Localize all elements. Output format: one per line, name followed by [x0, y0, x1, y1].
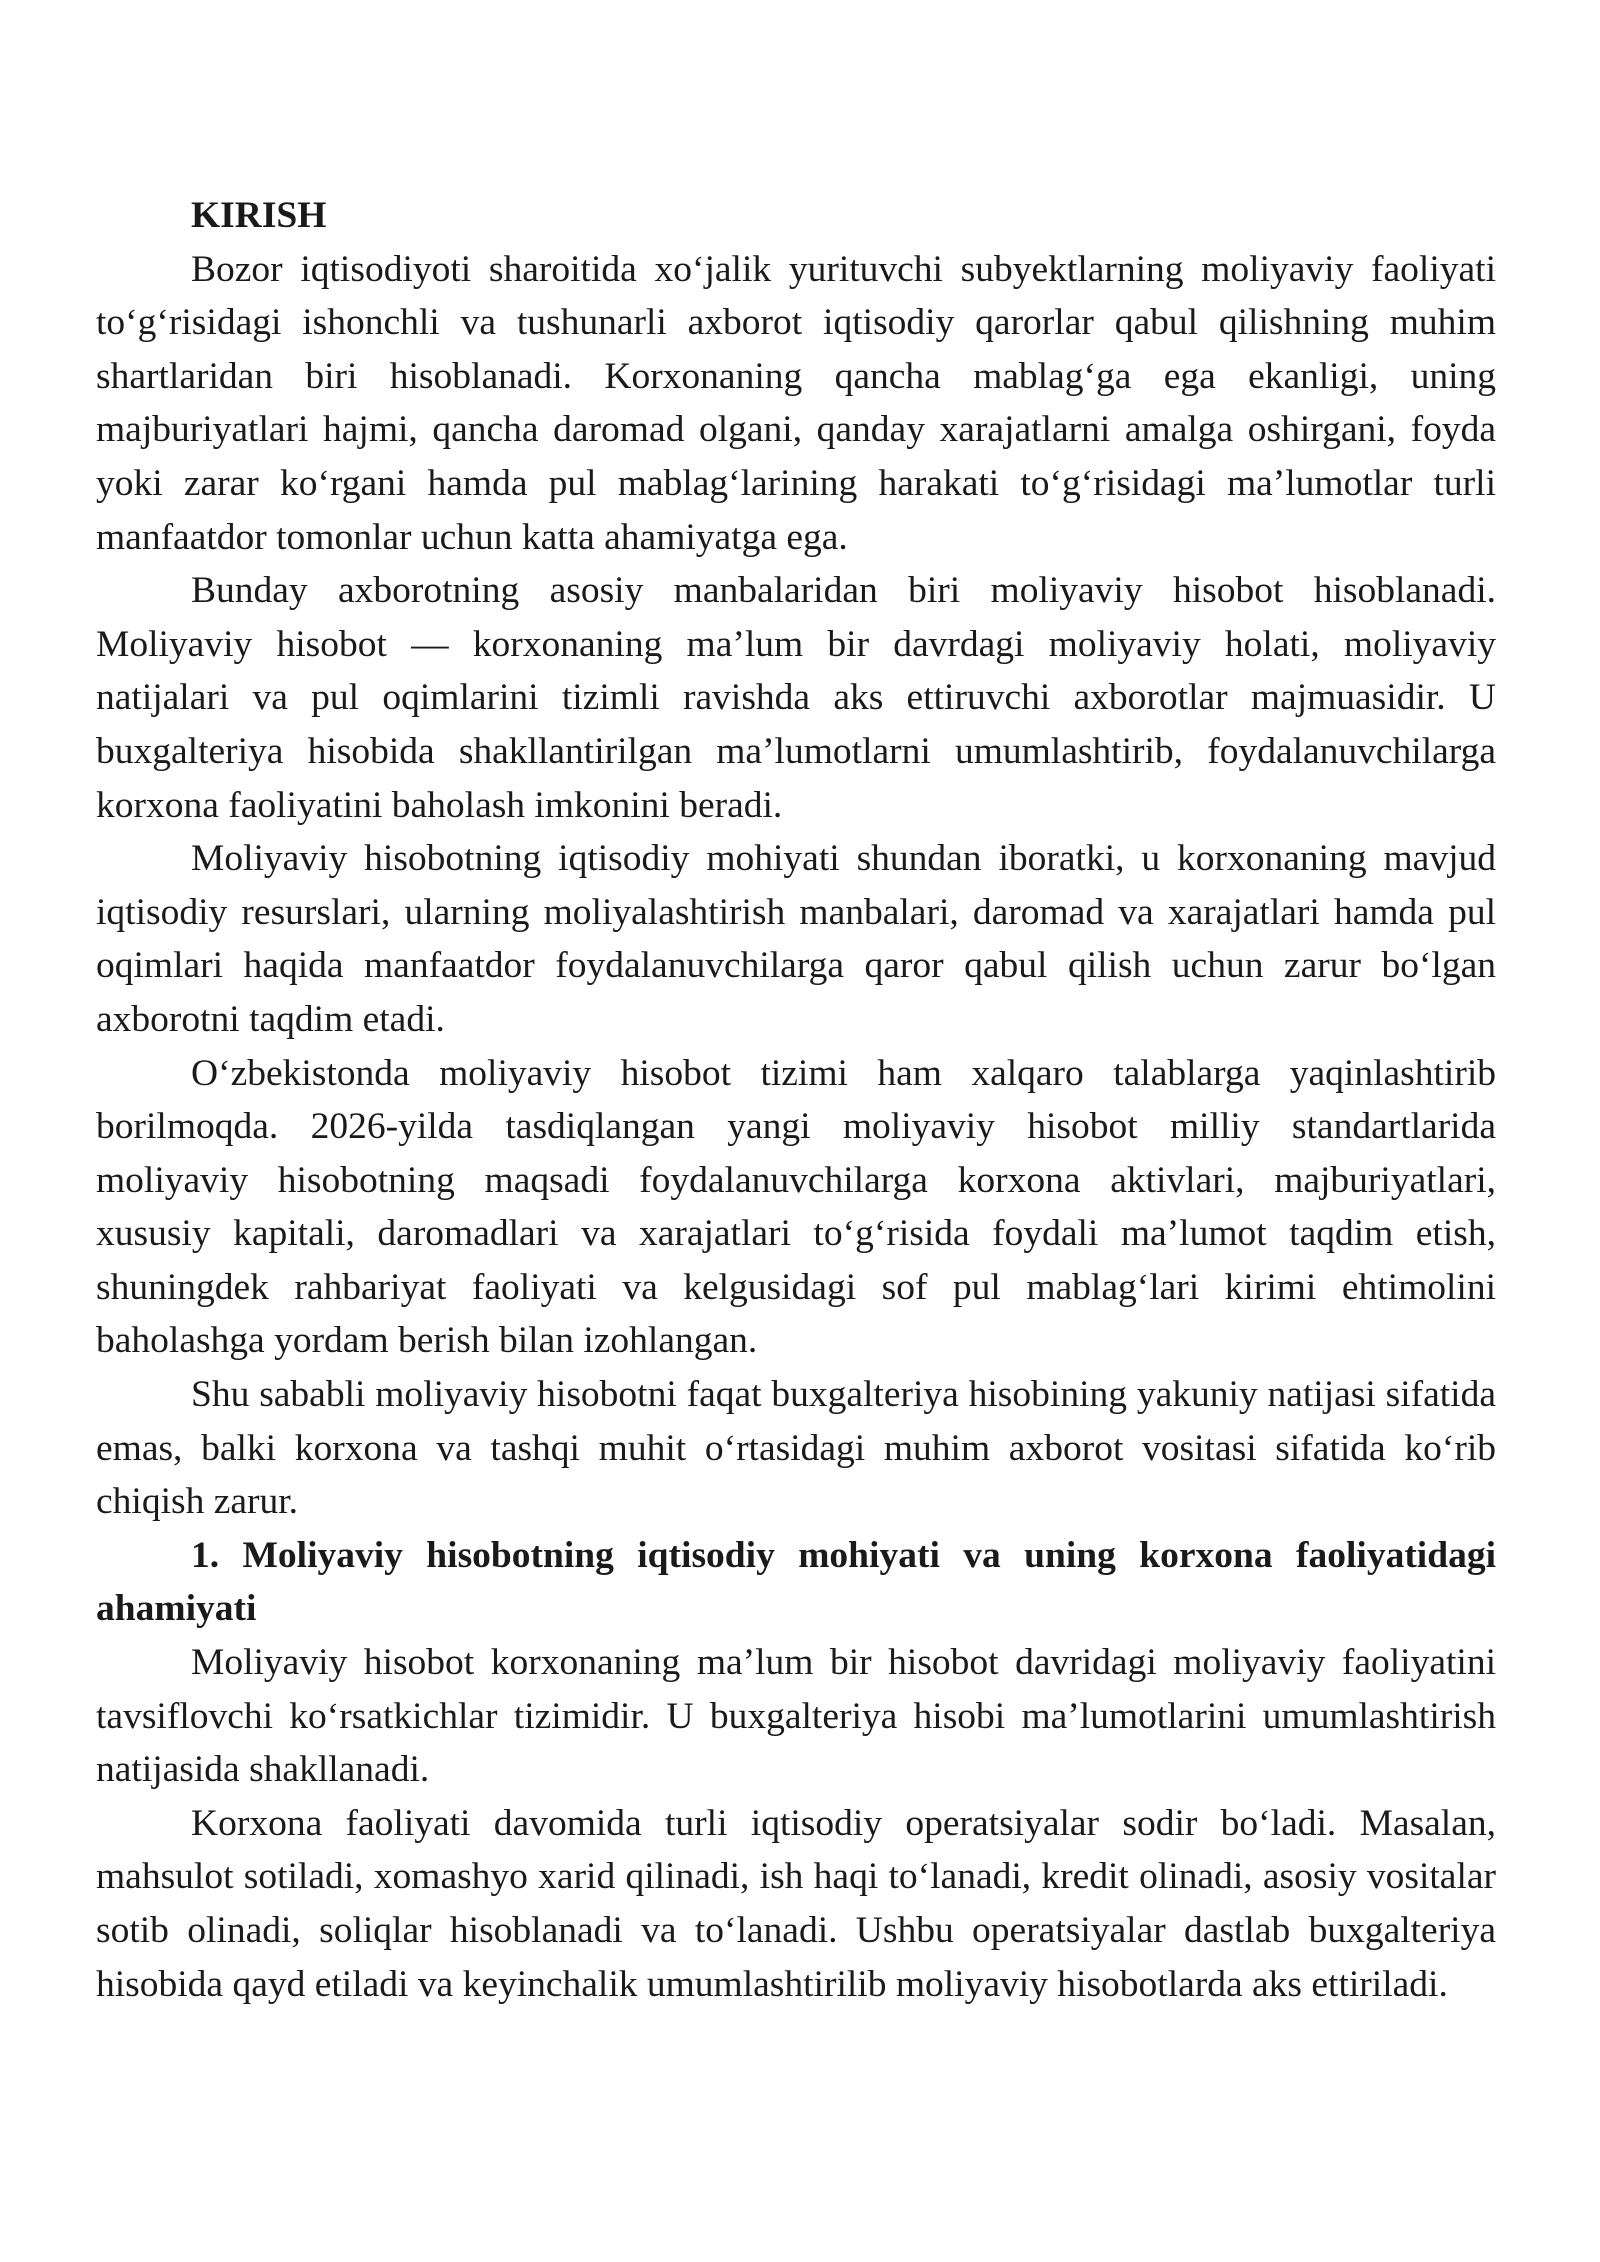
paragraph: O‘zbekistonda moliyaviy hisobot tizimi ham xalqaro talablarga yaqinlashtirib borilmoqda. 2026-yilda tasdiqlangan yangi moliyaviy hisobot milliy standartlarida moliyaviy hisobotning maqsadi foydalanuvchilarga korxona aktivlari, majburiyatlari, xususiy kapitali, daromadlari va xarajatlari to‘g‘risida foydali ma’lumot taqdim etish, shuningdek rahbariyat faoliyati va kelgusidagi sof pul mablag‘lari kirimi ehtimolini baholashga yordam berish bilan izohlangan. [96, 1052, 1496, 1362]
paragraph: Shu sababli moliyaviy hisobotni faqat buxgalteriya hisobining yakuniy natijasi sifatida emas, balki korxona va tashqi muhit o‘rtasidagi muhim axborot vositasi sifatida ko‘rib chiqish zarur. [96, 1374, 1496, 1523]
paragraph: Bunday axborotning asosiy manbalaridan biri moliyaviy hisobot hisoblanadi. Moliyaviy hisobot — korxonaning ma’lum bir davrdagi moliyaviy holati, moliyaviy natijalari va pul oqimlarini tizimli ravishda aks ettiruvchi axborotlar majmuasidir. U buxgalteriya hisobida shakllantirilgan ma’lumotlarni umumlashtirib, foydalanuvchilarga korxona faoliyatini baholash imkonini beradi. [96, 570, 1496, 826]
paragraph: Korxona faoliyati davomida turli iqtisodiy operatsiyalar sodir bo‘ladi. Masalan, mahsulot sotiladi, xomashyo xarid qilinadi, ish haqi to‘lanadi, kredit olinadi, asosiy vositalar sotib olinadi, soliqlar hisoblanadi va to‘lanadi. Ushbu operatsiyalar dastlab buxgalteriya hisobida qayd etiladi va keyinchalik umumlashtirilib moliyaviy hisobotlarda aks ettiriladi. [96, 1802, 1496, 2005]
document-page [96, 189, 1496, 2011]
paragraph: Moliyaviy hisobotning iqtisodiy mohiyati shundan iboratki, u korxonaning mavjud iqtisodiy resurslari, ularning moliyalashtirish manbalari, daromad va xarajatlari hamda pul oqimlari haqida manfaatdor foydalanuvchilarga qaror qabul qilish uchun zarur bo‘lgan axborotni taqdim etadi. [96, 838, 1496, 1040]
section-heading: 1. Moliyaviy hisobotning iqtisodiy mohiyati va uning korxona faoliyatidagi ahamiyati [96, 1534, 1496, 1630]
intro-heading: KIRISH [191, 195, 327, 236]
paragraph: Moliyaviy hisobot korxonaning ma’lum bir hisobot davridagi moliyaviy faoliyatini tavsiflovchi ko‘rsatkichlar tizimidir. U buxgalteriya hisobi ma’lumotlarini umumlashtirish natijasida shakllanadi. [96, 1642, 1496, 1791]
paragraph: Bozor iqtisodiyoti sharoitida xo‘jalik yurituvchi subyektlarning moliyaviy faoliyati to‘g‘risidagi ishonchli va tushunarli axborot iqtisodiy qarorlar qabul qilishning muhim shartlaridan biri hisoblanadi. Korxonaning qancha mablag‘ga ega ekanligi, uning majburiyatlari hajmi, qancha daromad olgani, qanday xarajatlarni amalga oshirgani, foyda yoki zarar ko‘rgani hamda pul mablag‘larining harakati to‘g‘risidagi ma’lumotlar turli manfaatdor tomonlar uchun katta ahamiyatga ega. [96, 248, 1496, 558]
